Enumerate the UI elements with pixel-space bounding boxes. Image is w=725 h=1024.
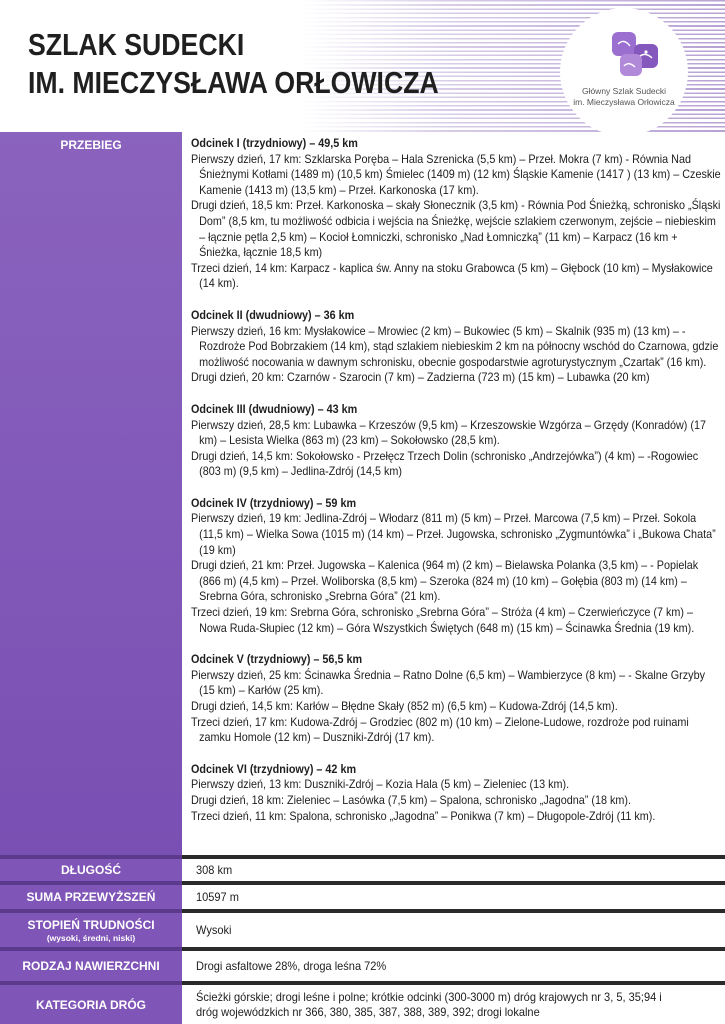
segment-day: Pierwszy dzień, 13 km: Duszniki-Zdrój – Kozia Hala (5 km) – Zieleniec (13 km).: [191, 777, 570, 792]
segment-day: Trzeci dzień, 11 km: Spalona, schronisko „Jagodna” – Ponikwa (7 km) – Długopole-Zdrój (11 km).: [191, 808, 656, 823]
route-sidebar: [0, 132, 182, 855]
segment-title: Odcinek VI (trzydniowy) – 42 km: [191, 761, 357, 776]
segment-day: Drugi dzień, 21 km: Przeł. Jugowska – Kalenica (964 m) (2 km) – Bielawska Polanka (3,5 km) – - Popielak (866 m) (4,5 km) – Przeł. Woliborska (8,5 km) – Szeroka (824 m) (10 km) – Gołębia (803 m) (14 km) – Srebrna Góra, schronisko „Srebrna Góra” (21 km).: [191, 558, 699, 604]
difficulty-value: Wysoki: [196, 922, 232, 937]
length-value: 308 km: [196, 862, 233, 877]
segment-title: Odcinek V (trzydniowy) – 56,5 km: [191, 652, 363, 667]
route-segment: [191, 496, 721, 636]
title-line-2: IM. MIECZYSŁAWA ORŁOWICZA: [28, 65, 439, 100]
segment-day: Pierwszy dzień, 28,5 km: Lubawka – Krzeszów (9,5 km) – Krzeszowskie Wzgórza – Grzędy (Konradów) (17 km) – Lesista Wielka (863 m) (23 km) – Sokołowsko (28,5 km).: [191, 417, 706, 448]
roads-row: [0, 985, 725, 1024]
segment-day: Trzeci dzień, 17 km: Kudowa-Zdrój – Grodziec (802 m) (10 km) – Zielone-Ludowe, rozdroże pod ruinami zamku Homole (12 km) – Duszniki-Zdrój (17 km).: [191, 714, 689, 745]
segment-day: Pierwszy dzień, 17 km: Szklarska Poręba – Hala Szrenicka (5,5 km) – Przeł. Mokra (7 km) - Równia Nad Śnieżnymi Kotłami (1489 m) (10,5 km) Śmielec (1409 m) (12 km) Śląskie Kamenie (1417 ) (13 km) – Czeskie Kamenie (1413 m) (13,5 km) – Przeł. Karkonoska (17 km).: [191, 151, 721, 197]
page-header: [0, 0, 725, 132]
route-segment: [191, 136, 721, 292]
segment-title: Odcinek I (trzydniowy) – 49,5 km: [191, 136, 358, 150]
surface-label: RODZAJ NAWIERZCHNI: [0, 951, 182, 981]
segment-day: Pierwszy dzień, 19 km: Jedlina-Zdrój – Włodarz (811 m) (5 km) – Przeł. Marcowa (7,5 km) – Przeł. Sokola (11,5 km) – Wielka Sowa (1015 m) (14 km) – Przeł. Jugowska, schronisko „Zygmuntówka” i „Bukowa Chata” (19 km): [191, 511, 716, 557]
logo-caption-line-1: Główny Szlak Sudecki: [581, 86, 667, 96]
segment-day: Drugi dzień, 20 km: Czarnów - Szarocin (7 km) – Zadzierna (723 m) (15 km) – Lubawka (20 km): [191, 370, 650, 385]
segment-day: Drugi dzień, 18,5 km: Przeł. Karkonoska – skały Słonecznik (3,5 km) - Równia Pod Śnieżką, schronisko „Śląski Dom” (8,5 km, tu możliwość odbicia i wejścia na Śnieżkę, wejście szlakiem czerwonym, zejście – niebieskim – łącznie pętla 2,5 km) – Kocioł Łomniczki, schronisko „Nad Łomniczką” (11 km) – Karpacz (16 km + Śnieżka, łącznie 18,5 km): [191, 198, 721, 260]
segment-day: Trzeci dzień, 14 km: Karpacz - kaplica św. Anny na stoku Grabowca (5 km) – Głębock (10 km) – Mysłakowice (14 km).: [191, 260, 713, 291]
difficulty-row: [0, 913, 725, 947]
surface-value: Drogi asfaltowe 28%, droga leśna 72%: [196, 958, 387, 973]
route-segment: [191, 308, 721, 386]
segment-day: Drugi dzień, 14,5 km: Karłów – Błędne Skały (852 m) (6,5 km) – Kudowa-Zdrój (14,5 km).: [191, 699, 618, 713]
route-segments: [191, 136, 721, 824]
route-label: PRZEBIEG: [60, 138, 122, 152]
segment-day: Pierwszy dzień, 25 km: Ścinawka Średnia – Ratno Dolne (6,5 km) – Wambierzyce (8 km) – - Skalne Grzyby (15 km) – Karłów (25 km).: [191, 667, 705, 698]
segment-title: Odcinek II (dwudniowy) – 36 km: [191, 307, 355, 322]
segment-day: Drugi dzień, 14,5 km: Sokołowsko - Przełęcz Trzech Dolin (schronisko „Andrzejówka”) (4 km) – -Rogowiec (803 m) (9,5 km) – Jedlina-Zdrój (14,5 km): [191, 448, 699, 479]
elevation-value: 10597 m: [196, 889, 239, 904]
logo-caption-line-2: im. Mieczysława Orłowicza: [573, 97, 675, 107]
roads-label: KATEGORIA DRÓG: [0, 985, 182, 1024]
segment-day: Pierwszy dzień, 16 km: Mysłakowice – Mrowiec (2 km) – Bukowiec (5 km) – Skalnik (935 m) (13 km) – - Rozdroże Pod Bobrzakiem (14 km), stąd szlakiem niebieskim 2 km na północny wschód do Czarnowa, gdzie możliwość nocowania w dawnym schronisku, obecnie gospodarstwie agroturystycznym „Czartak” (16 km).: [191, 323, 719, 369]
segment-title: Odcinek IV (trzydniowy) – 59 km: [191, 495, 357, 510]
difficulty-label: STOPIEŃ TRUDNOŚCI (wysoki, średni, niski): [0, 913, 182, 947]
route-description: [191, 136, 721, 840]
segment-title: Odcinek III (dwudniowy) – 43 km: [191, 401, 358, 416]
route-segment: [191, 402, 721, 480]
page-title: [28, 26, 439, 102]
segment-day: Trzeci dzień, 19 km: Srebrna Góra, schronisko „Srebrna Góra” – Stróża (4 km) – Czerwieńczyce (7 km) – Nowa Ruda-Słupiec (12 km) – Góra Wszystkich Świętych (648 m) (15 km) – Ścinawka Średnia (19 km).: [191, 605, 695, 635]
title-line-1: SZLAK SUDECKI: [28, 27, 245, 62]
length-label: DŁUGOŚĆ: [0, 859, 182, 881]
trail-logo-icon: [610, 30, 662, 82]
elevation-row: [0, 885, 725, 909]
logo-caption: [572, 86, 676, 108]
surface-row: [0, 951, 725, 981]
segment-day: Drugi dzień, 18 km: Zieleniec – Lasówka (7,5 km) – Spalona, schronisko „Jagodna” (18 km).: [191, 792, 632, 807]
route-segment: [191, 652, 721, 746]
roads-value: Ścieżki górskie; drogi leśne i polne; krótkie odcinki (300-3000 m) dróg krajowych nr 3, 5, 35;94 i dróg wojewódzkich nr 366, 380, 385, 387, 388, 389, 392; drogi lokalne: [196, 989, 662, 1019]
route-segment: [191, 762, 721, 824]
elevation-label: SUMA PRZEWYŻSZEŃ: [0, 885, 182, 909]
difficulty-sublabel: (wysoki, średni, niski): [46, 932, 136, 943]
length-row: [0, 859, 725, 881]
